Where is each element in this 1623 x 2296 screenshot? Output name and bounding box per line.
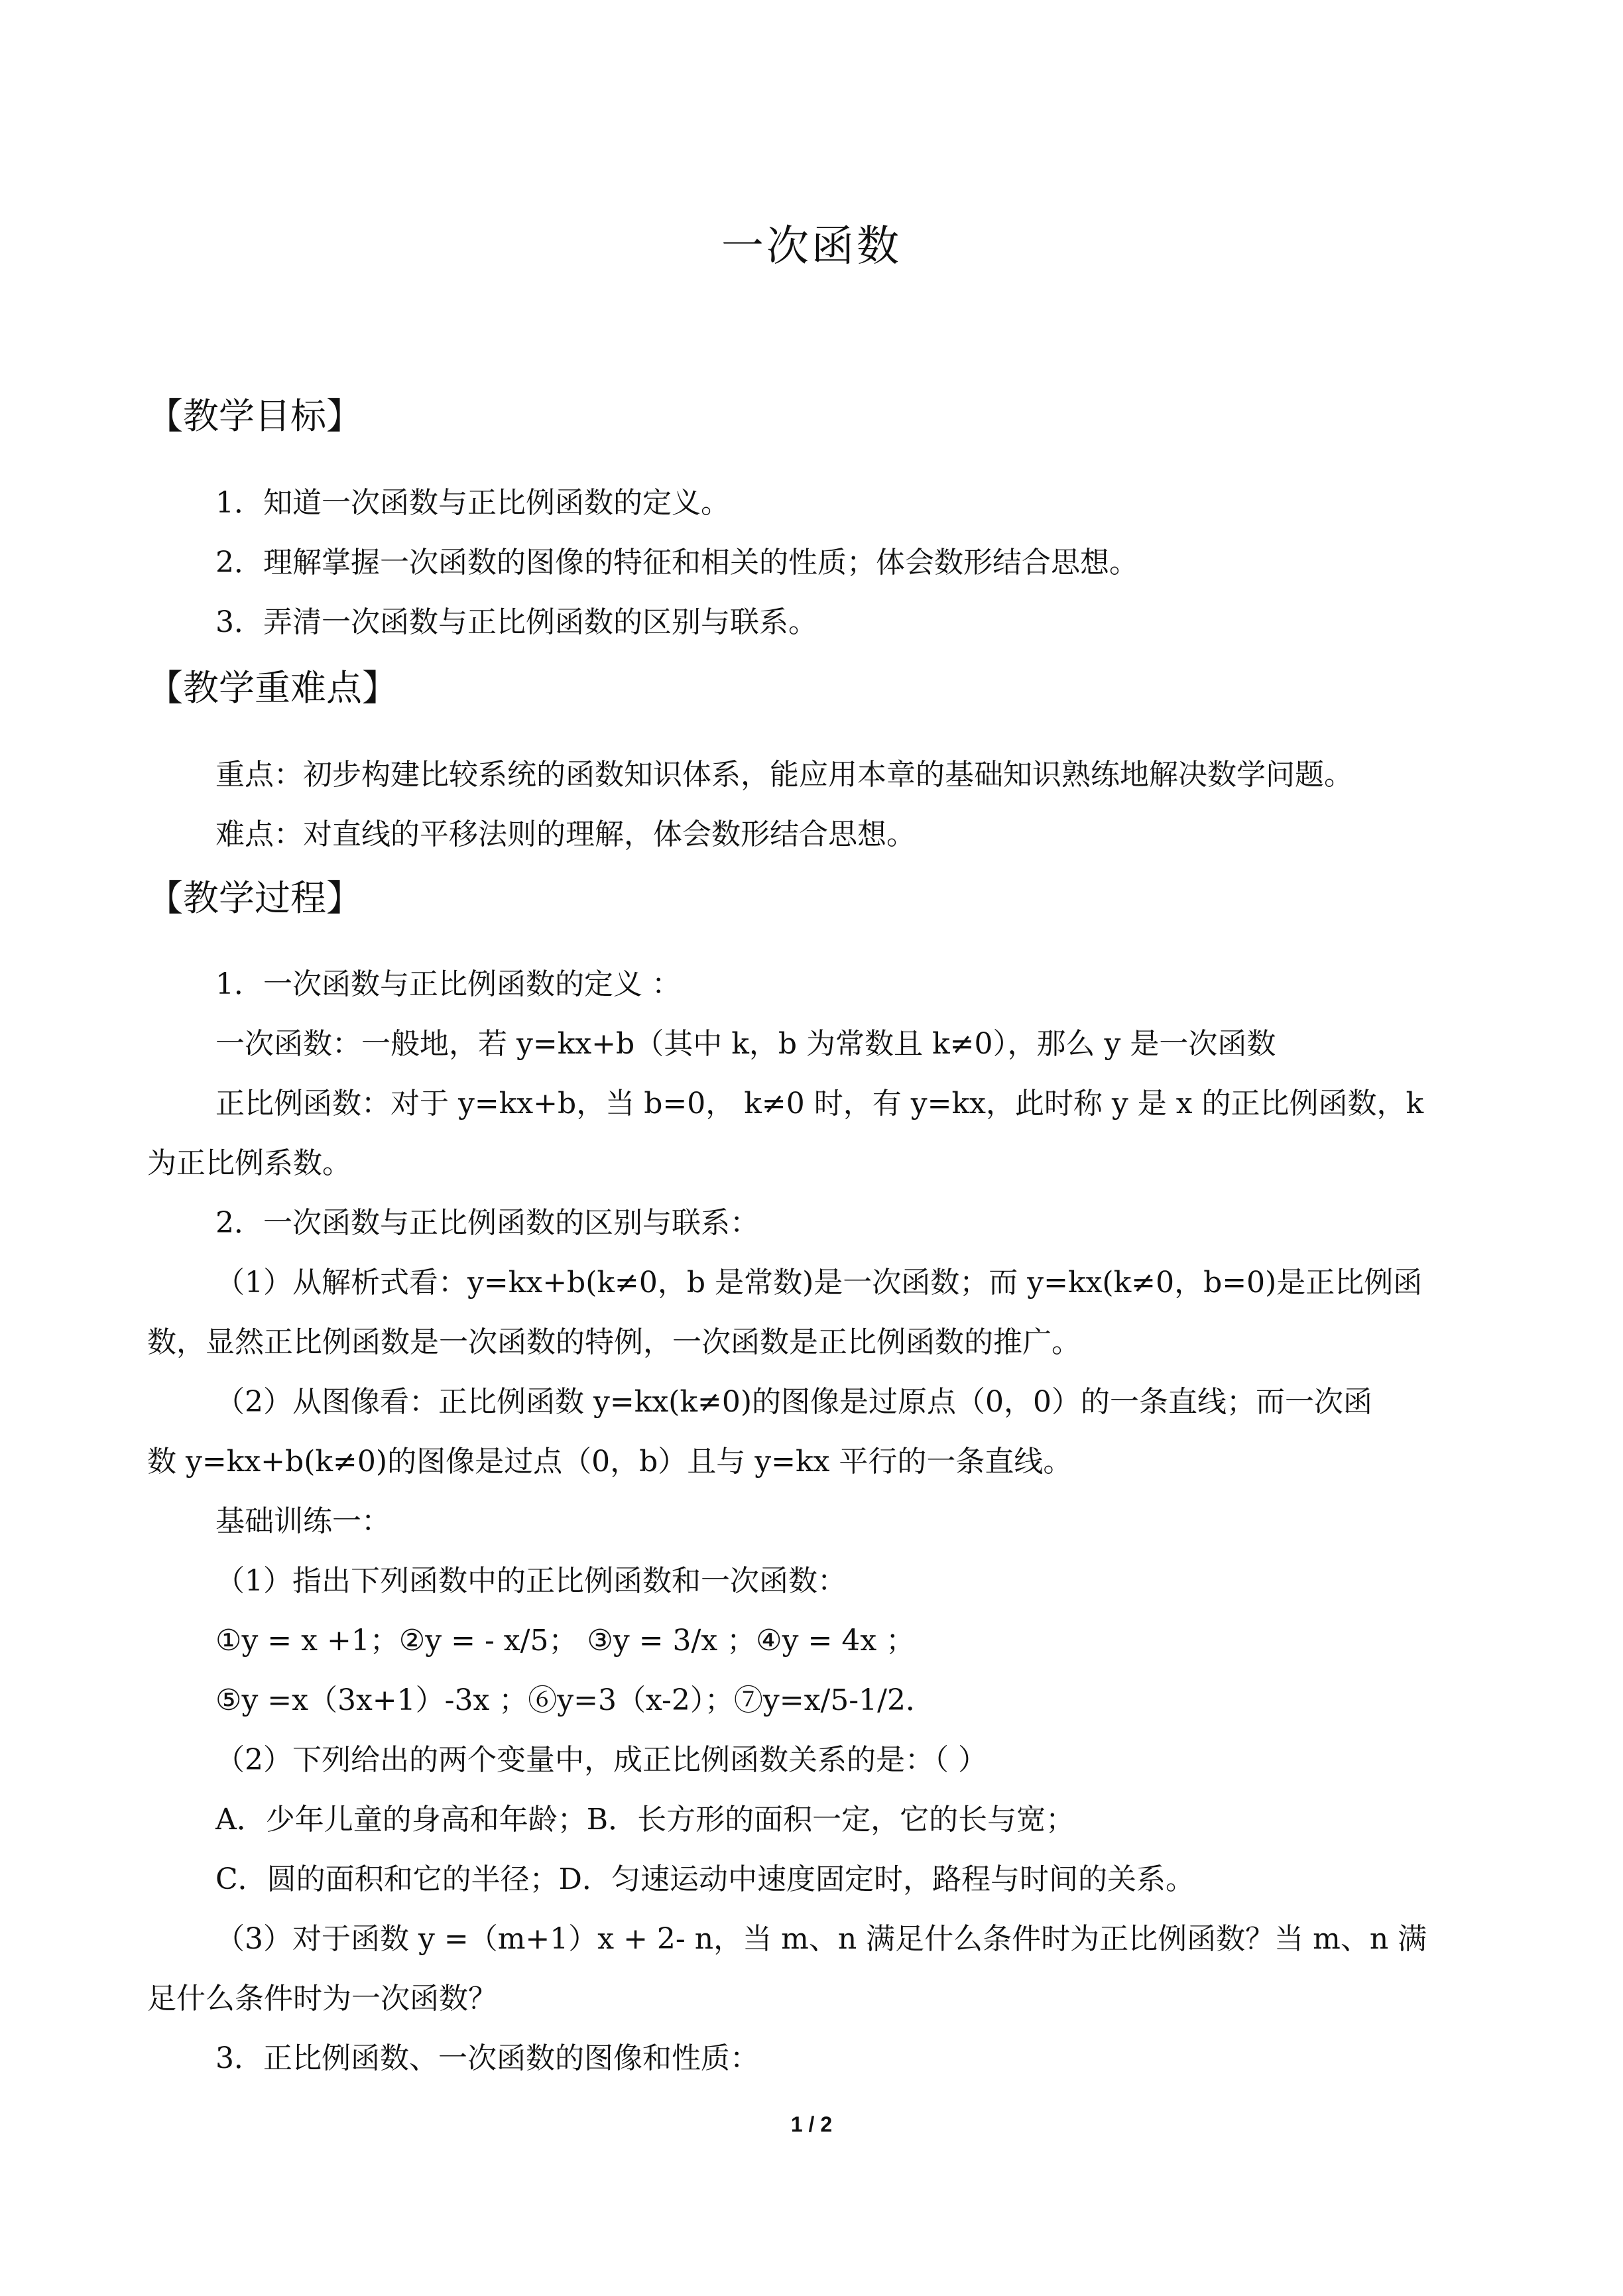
question-2-options-cd: C．圆的面积和它的半径；D．匀速运动中速度固定时，路程与时间的关系。 (215, 1862, 1195, 1896)
process-heading-definitions: 1．一次函数与正比例函数的定义 ： (215, 967, 681, 1001)
drill-heading: 基础训练一： (215, 1504, 391, 1538)
section-heading-key-points: 【教学重难点】 (147, 667, 398, 709)
proportional-function-definition-cont: 为正比例系数。 (147, 1146, 351, 1180)
question-3-cont: 足什么条件时为一次函数？ (147, 1982, 497, 2016)
key-point-item: 重点：初步构建比较系统的函数知识体系，能应用本章的基础知识熟练地解决数学问题。 (215, 758, 1353, 792)
process-heading-graphs: 3．正比例函数、一次函数的图像和性质： (215, 2041, 759, 2075)
key-point-item: 难点：对直线的平移法则的理解，体会数形结合思想。 (215, 817, 916, 851)
page-number: 1 / 2 (790, 2112, 833, 2136)
difference-formula-cont: 数，显然正比例函数是一次函数的特例，一次函数是正比例函数的推广。 (147, 1325, 1081, 1359)
question-1-options: ①y = x +1；②y = - x/5； ③y = 3/x ；④y = 4x ； (215, 1624, 916, 1658)
process-heading-differences: 2．一次函数与正比例函数的区别与联系： (215, 1206, 759, 1240)
question-1: （1）指出下列函数中的正比例函数和一次函数： (215, 1564, 847, 1598)
difference-graph-cont: 数 y=kx+b(k≠0)的图像是过点（0，b）且与 y=kx 平行的一条直线。 (147, 1445, 1073, 1479)
linear-function-definition: 一次函数：一般地，若 y=kx+b（其中 k，b 为常数且 k≠0），那么 y 是一次函数 (215, 1027, 1276, 1061)
goal-item: 3．弄清一次函数与正比例函数的区别与联系。 (215, 605, 817, 639)
question-3: （3）对于函数 y =（m+1）x + 2- n，当 m、n 满足什么条件时为正比例函数？当 m、n 满 (215, 1922, 1427, 1956)
difference-graph: （2）从图像看：正比例函数 y=kx(k≠0)的图像是过原点（0，0）的一条直线；而一次函 (215, 1385, 1373, 1419)
question-2-options-ab: A．少年儿童的身高和年龄；B．长方形的面积一定，它的长与宽； (215, 1803, 1075, 1837)
goal-item: 2．理解掌握一次函数的图像的特征和相关的性质；体会数形结合思想。 (215, 546, 1138, 579)
section-heading-goals: 【教学目标】 (147, 395, 362, 437)
goal-item: 1．知道一次函数与正比例函数的定义。 (215, 486, 730, 520)
proportional-function-definition: 正比例函数：对于 y=kx+b，当 b=0， k≠0 时，有 y=kx，此时称 y 是 x 的正比例函数，k (215, 1087, 1424, 1120)
question-2: （2）下列给出的两个变量中，成正比例函数关系的是：（ ） (215, 1743, 987, 1777)
page-title: 一次函数 (721, 222, 902, 271)
section-heading-process: 【教学过程】 (147, 877, 362, 919)
difference-formula: （1）从解析式看：y=kx+b(k≠0，b 是常数)是一次函数；而 y=kx(k≠0，b=0)是正比例函 (215, 1266, 1423, 1299)
question-1-options-cont: ⑤y =x（3x+1）-3x ；⑥y=3（x-2）；⑦y=x/5-1/2． (215, 1683, 935, 1717)
